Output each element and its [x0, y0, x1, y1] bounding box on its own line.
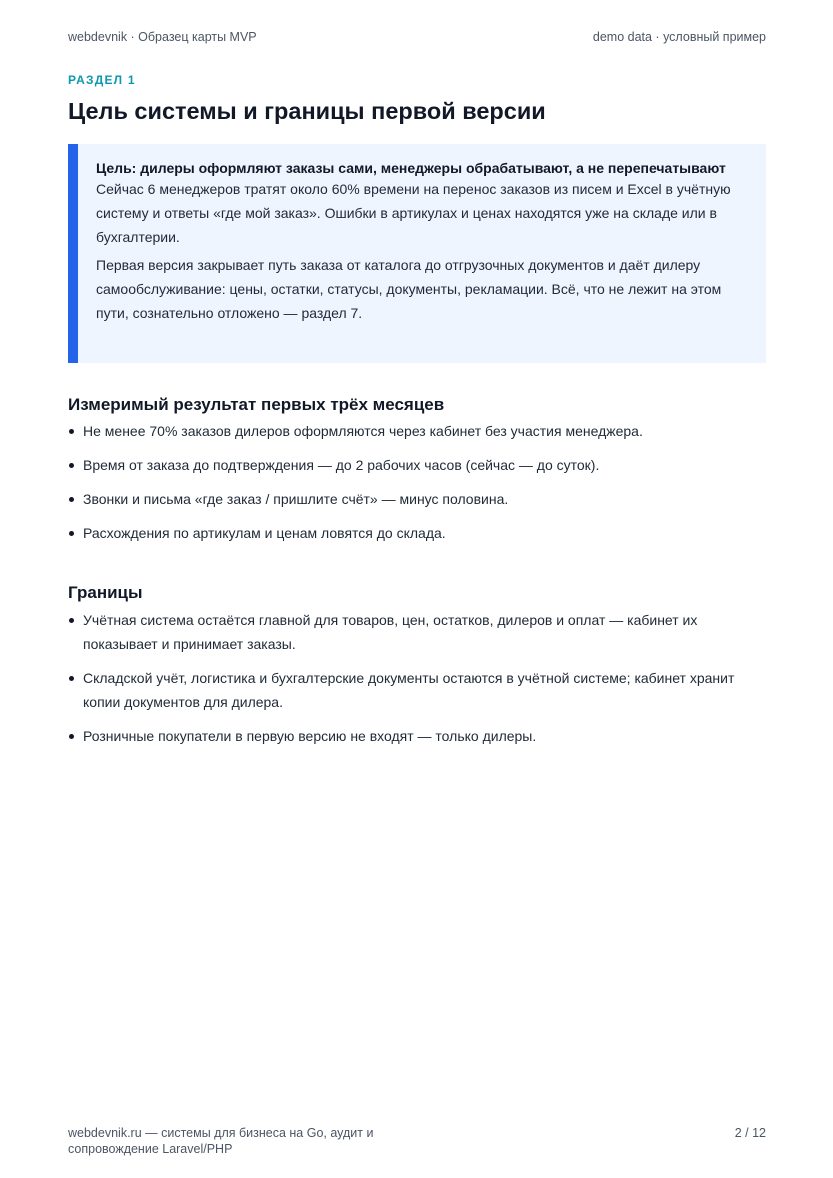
section-label: РАЗДЕЛ 1 [68, 73, 136, 87]
page-number: 2 / 12 [734, 1126, 766, 1140]
callout-accent-bar [68, 144, 78, 363]
callout-body [96, 159, 752, 325]
list-item: Розничные покупатели в первую версию не входят — только дилеры. [68, 724, 748, 748]
page-title: Цель системы и границы первой версии [68, 98, 546, 124]
header-note: demo data · условный пример [592, 30, 766, 44]
list-item: Не менее 70% заказов дилеров оформляются через кабинет без участия менеджера. [68, 419, 748, 443]
header-title: webdevnik · Образец карты MVP [68, 30, 257, 44]
goal-callout [68, 144, 766, 363]
callout-paragraph: Первая версия закрывает путь заказа от каталога до отгрузочных документов и даёт дилеру самообслуживание: цены, остатки, статусы, документы, рекламации. Всё, что не лежит на этом пути, сознательно отложено — раздел 7. [96, 257, 722, 321]
callout-paragraph: Сейчас 6 менеджеров тратят около 60% времени на перенос заказов из писем и Excel в учётную систему и ответы «где мой заказ». Ошибки в артикулах и ценах находятся уже на складе или в бухгалтерии. [96, 181, 731, 245]
page-header [68, 30, 766, 44]
list-item: Складской учёт, логистика и бухгалтерские документы остаются в учётной системе; кабинет хранит копии документов для дилера. [68, 666, 748, 714]
list-item: Время от заказа до подтверждения — до 2 рабочих часов (сейчас — до суток). [68, 453, 748, 477]
results-list [68, 419, 748, 545]
boundaries-title: Границы [68, 583, 143, 602]
list-item: Расхождения по артикулам и ценам ловятся до склада. [68, 521, 748, 545]
callout-heading: Цель: дилеры оформляют заказы сами, менеджеры обрабатывают, а не перепечатывают [96, 160, 726, 176]
page-footer [68, 1125, 766, 1157]
results-title: Измеримый результат первых трёх месяцев [68, 395, 445, 414]
boundaries-list [68, 608, 748, 748]
list-item: Звонки и письма «где заказ / пришлите счёт» — минус половина. [68, 487, 748, 511]
footer-text: webdevnik.ru — системы для бизнеса на Go, аудит и сопровождение Laravel/PHP [68, 1126, 374, 1156]
list-item: Учётная система остаётся главной для товаров, цен, остатков, дилеров и оплат — кабинет их показывает и принимает заказы. [68, 608, 748, 656]
